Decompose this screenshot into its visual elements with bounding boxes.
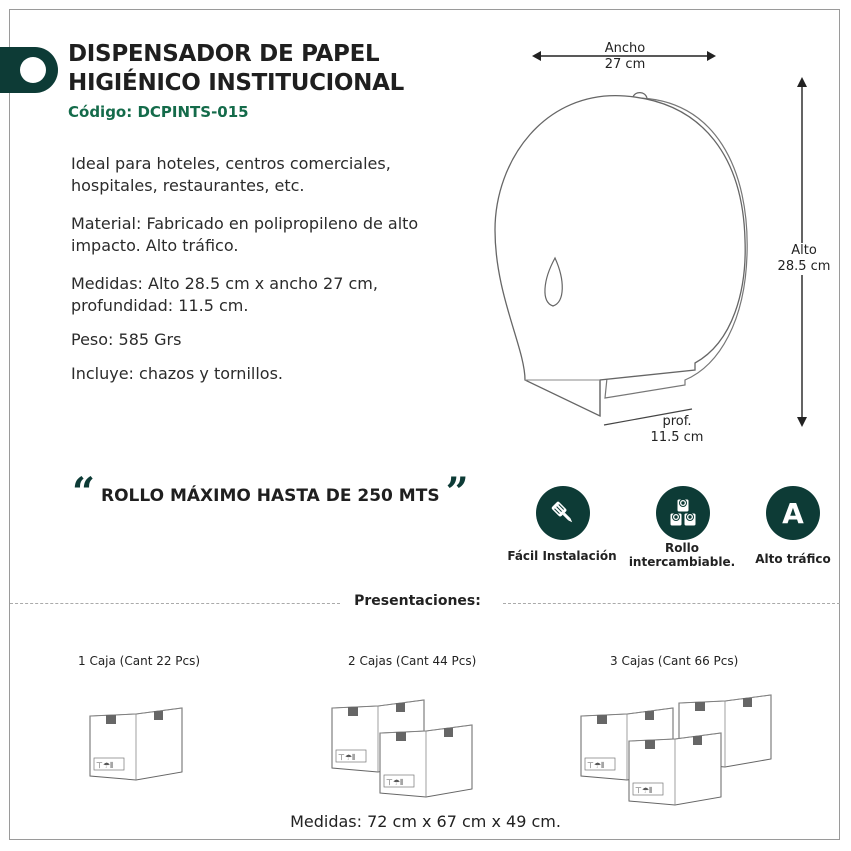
feature-roll-line1: Rollo [665,541,699,555]
description-usage: Ideal para hoteles, centros comerciales, hospitales, restaurantes, etc. [71,154,391,195]
height-dimension [770,243,838,275]
dispenser-drawing [485,80,765,430]
depth-dimension [642,414,712,446]
toggle-knob [20,57,46,83]
paper-rolls-icon [656,486,710,540]
divider-left [10,603,340,604]
close-quote-icon: ” [445,469,469,516]
letter-a-text: A [782,496,804,530]
divider-right [503,603,840,604]
box-measures: Medidas: 72 cm x 67 cm x 49 cm. [290,812,561,831]
toggle-icon [0,47,58,93]
depth-value: 11.5 cm [650,430,704,445]
width-dimension [590,41,660,73]
presentations-title: Presentaciones: [354,593,481,609]
product-code: Código: DCPINTS-015 [68,103,249,121]
product-title [68,40,404,98]
feature-high-traffic: Alto tráfico [755,552,831,566]
height-value: 28.5 cm [777,259,831,274]
feature-easy-install: Fácil Instalación [507,549,617,563]
max-roll-text: ROLLO MÁXIMO HASTA DE 250 MTS [101,486,440,506]
presentation-1-box [88,705,184,783]
max-roll-quote [72,469,469,516]
depth-label: prof. [662,414,692,429]
product-title-line2: HIGIÉNICO INSTITUCIONAL [68,70,404,96]
feature-interchangeable-roll [626,541,738,569]
description-measures: Medidas: Alto 28.5 cm x ancho 27 cm, profundidad: 11.5 cm. [71,274,378,315]
screwdriver-icon [536,486,590,540]
description-material: Material: Fabricado en polipropileno de alto impacto. Alto tráfico. [71,214,419,255]
width-label: Ancho [604,41,646,56]
description-weight: Peso: 585 Grs [71,330,182,349]
height-label: Alto [791,243,817,258]
open-quote-icon: “ [72,469,96,516]
letter-a-icon [766,486,820,540]
product-title-line1: DISPENSADOR DE PAPEL [68,41,380,67]
presentation-2-label: 2 Cajas (Cant 44 Pcs) [348,654,477,668]
description-includes: Incluye: chazos y tornillos. [71,364,283,383]
feature-roll-line2: intercambiable. [628,555,736,569]
width-value: 27 cm [604,57,646,72]
presentation-3-label: 3 Cajas (Cant 66 Pcs) [610,654,739,668]
presentation-2-box-front [378,722,474,800]
product-description [71,153,471,401]
presentation-1-label: 1 Caja (Cant 22 Pcs) [78,654,201,668]
presentation-3-box-front [627,730,723,808]
